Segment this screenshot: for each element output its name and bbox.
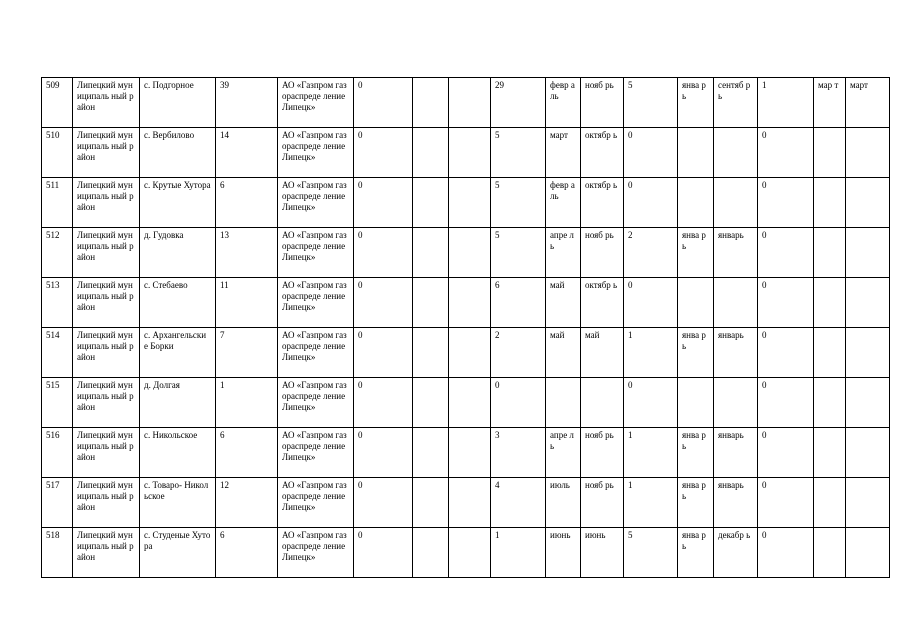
cell-col-9: 2 <box>491 328 546 378</box>
cell-organization: АО «Газпром газораспреде ление Липецк» <box>278 378 354 428</box>
data-table <box>41 77 890 578</box>
cell-month-end: май <box>581 328 624 378</box>
cell-month-end-2: январь <box>714 228 758 278</box>
cell-organization: АО «Газпром газораспреде ление Липецк» <box>278 478 354 528</box>
cell-col-16 <box>814 128 846 178</box>
cell-col-16 <box>814 228 846 278</box>
cell-month-start: июнь <box>546 528 581 578</box>
cell-col-9: 1 <box>491 528 546 578</box>
cell-count: 6 <box>216 528 278 578</box>
cell-col-12: 5 <box>624 528 678 578</box>
cell-col-7 <box>413 428 449 478</box>
table-row <box>42 228 890 278</box>
cell-col-15: 0 <box>758 128 814 178</box>
cell-month-start: февр аль <box>546 178 581 228</box>
cell-settlement: с. Стебаево <box>140 278 216 328</box>
cell-col-8 <box>449 78 491 128</box>
cell-col-7 <box>413 78 449 128</box>
cell-col-6: 0 <box>354 128 413 178</box>
cell-col-16 <box>814 278 846 328</box>
cell-col-9: 29 <box>491 78 546 128</box>
cell-col-9: 6 <box>491 278 546 328</box>
cell-col-8 <box>449 128 491 178</box>
cell-row-number: 515 <box>42 378 73 428</box>
cell-col-17 <box>846 378 890 428</box>
cell-count: 11 <box>216 278 278 328</box>
cell-col-7 <box>413 228 449 278</box>
table-row <box>42 178 890 228</box>
cell-col-17 <box>846 528 890 578</box>
cell-row-number: 512 <box>42 228 73 278</box>
cell-row-number: 514 <box>42 328 73 378</box>
cell-month-start-2 <box>678 278 714 328</box>
cell-district: Липецкий муниципаль ный район <box>73 78 140 128</box>
cell-col-17: март <box>846 78 890 128</box>
cell-count: 14 <box>216 128 278 178</box>
cell-month-start-2: янва рь <box>678 428 714 478</box>
cell-district: Липецкий муниципаль ный район <box>73 128 140 178</box>
cell-month-end-2: сентяб рь <box>714 78 758 128</box>
cell-month-end: июнь <box>581 528 624 578</box>
cell-col-8 <box>449 528 491 578</box>
cell-settlement: с. Подгорное <box>140 78 216 128</box>
cell-district: Липецкий муниципаль ный район <box>73 378 140 428</box>
cell-col-12: 1 <box>624 478 678 528</box>
cell-month-start: июль <box>546 478 581 528</box>
cell-count: 6 <box>216 428 278 478</box>
cell-organization: АО «Газпром газораспреде ление Липецк» <box>278 528 354 578</box>
cell-col-15: 0 <box>758 528 814 578</box>
cell-month-start-2 <box>678 128 714 178</box>
cell-col-9: 5 <box>491 228 546 278</box>
cell-row-number: 509 <box>42 78 73 128</box>
table-row <box>42 128 890 178</box>
table-row <box>42 428 890 478</box>
cell-month-end: октябр ь <box>581 278 624 328</box>
cell-month-end-2 <box>714 178 758 228</box>
cell-col-6: 0 <box>354 428 413 478</box>
cell-col-16 <box>814 528 846 578</box>
cell-col-16: мар т <box>814 78 846 128</box>
cell-organization: АО «Газпром газораспреде ление Липецк» <box>278 428 354 478</box>
cell-settlement: д. Долгая <box>140 378 216 428</box>
cell-col-6: 0 <box>354 528 413 578</box>
cell-col-7 <box>413 328 449 378</box>
cell-month-end-2 <box>714 128 758 178</box>
cell-col-7 <box>413 378 449 428</box>
cell-col-15: 0 <box>758 428 814 478</box>
cell-district: Липецкий муниципаль ный район <box>73 528 140 578</box>
cell-count: 13 <box>216 228 278 278</box>
cell-month-start: март <box>546 128 581 178</box>
cell-col-15: 0 <box>758 278 814 328</box>
cell-settlement: с. Архангельски е Борки <box>140 328 216 378</box>
cell-count: 7 <box>216 328 278 378</box>
cell-col-12: 5 <box>624 78 678 128</box>
cell-col-9: 0 <box>491 378 546 428</box>
cell-month-end-2: декабр ь <box>714 528 758 578</box>
cell-month-end: нояб рь <box>581 428 624 478</box>
cell-col-8 <box>449 478 491 528</box>
cell-settlement: с. Товаро- Никольское <box>140 478 216 528</box>
cell-month-start: май <box>546 328 581 378</box>
cell-settlement: с. Крутые Хутора <box>140 178 216 228</box>
cell-col-17 <box>846 478 890 528</box>
cell-col-12: 0 <box>624 128 678 178</box>
cell-col-8 <box>449 278 491 328</box>
cell-month-end-2 <box>714 378 758 428</box>
cell-col-15: 0 <box>758 378 814 428</box>
cell-col-9: 5 <box>491 178 546 228</box>
cell-month-start-2: янва рь <box>678 478 714 528</box>
cell-row-number: 511 <box>42 178 73 228</box>
cell-settlement: с. Никольское <box>140 428 216 478</box>
cell-col-6: 0 <box>354 78 413 128</box>
cell-col-8 <box>449 228 491 278</box>
table-row <box>42 278 890 328</box>
cell-col-15: 0 <box>758 478 814 528</box>
cell-row-number: 516 <box>42 428 73 478</box>
cell-month-end: нояб рь <box>581 228 624 278</box>
cell-month-start: май <box>546 278 581 328</box>
cell-col-15: 0 <box>758 328 814 378</box>
cell-col-12: 1 <box>624 428 678 478</box>
cell-month-end: октябр ь <box>581 178 624 228</box>
cell-settlement: д. Гудовка <box>140 228 216 278</box>
cell-district: Липецкий муниципаль ный район <box>73 478 140 528</box>
cell-col-15: 0 <box>758 178 814 228</box>
cell-month-start-2 <box>678 178 714 228</box>
cell-month-end-2: январь <box>714 478 758 528</box>
table-row <box>42 378 890 428</box>
cell-col-17 <box>846 328 890 378</box>
cell-row-number: 517 <box>42 478 73 528</box>
cell-col-16 <box>814 328 846 378</box>
cell-col-6: 0 <box>354 478 413 528</box>
table-row <box>42 78 890 128</box>
cell-col-12: 0 <box>624 378 678 428</box>
cell-col-12: 0 <box>624 178 678 228</box>
cell-col-7 <box>413 478 449 528</box>
cell-month-start-2: янва рь <box>678 228 714 278</box>
cell-col-12: 2 <box>624 228 678 278</box>
cell-col-7 <box>413 278 449 328</box>
cell-organization: АО «Газпром газораспреде ление Липецк» <box>278 228 354 278</box>
cell-row-number: 518 <box>42 528 73 578</box>
cell-col-12: 1 <box>624 328 678 378</box>
cell-col-8 <box>449 378 491 428</box>
cell-col-15: 1 <box>758 78 814 128</box>
cell-count: 6 <box>216 178 278 228</box>
cell-col-15: 0 <box>758 228 814 278</box>
cell-col-6: 0 <box>354 378 413 428</box>
cell-month-start-2: янва рь <box>678 528 714 578</box>
cell-col-9: 3 <box>491 428 546 478</box>
cell-month-start <box>546 378 581 428</box>
cell-district: Липецкий муниципаль ный район <box>73 278 140 328</box>
cell-row-number: 513 <box>42 278 73 328</box>
table-row <box>42 528 890 578</box>
cell-col-9: 5 <box>491 128 546 178</box>
cell-col-7 <box>413 128 449 178</box>
cell-settlement: с. Студеные Хутора <box>140 528 216 578</box>
cell-count: 12 <box>216 478 278 528</box>
cell-month-start-2: янва рь <box>678 328 714 378</box>
cell-month-end-2 <box>714 278 758 328</box>
cell-col-17 <box>846 128 890 178</box>
cell-organization: АО «Газпром газораспреде ление Липецк» <box>278 128 354 178</box>
cell-col-7 <box>413 528 449 578</box>
cell-settlement: с. Вербилово <box>140 128 216 178</box>
cell-col-8 <box>449 328 491 378</box>
cell-district: Липецкий муниципаль ный район <box>73 228 140 278</box>
table-body <box>42 78 890 578</box>
cell-col-8 <box>449 428 491 478</box>
cell-col-16 <box>814 178 846 228</box>
cell-month-start-2 <box>678 378 714 428</box>
cell-organization: АО «Газпром газораспреде ление Липецк» <box>278 278 354 328</box>
cell-col-6: 0 <box>354 328 413 378</box>
cell-district: Липецкий муниципаль ный район <box>73 328 140 378</box>
cell-organization: АО «Газпром газораспреде ление Липецк» <box>278 78 354 128</box>
cell-col-6: 0 <box>354 228 413 278</box>
cell-month-start-2: янва рь <box>678 78 714 128</box>
cell-month-start: апре ль <box>546 228 581 278</box>
cell-month-end-2: январь <box>714 328 758 378</box>
cell-col-6: 0 <box>354 278 413 328</box>
cell-row-number: 510 <box>42 128 73 178</box>
cell-month-end-2: январь <box>714 428 758 478</box>
cell-col-17 <box>846 178 890 228</box>
cell-col-17 <box>846 228 890 278</box>
table-row <box>42 478 890 528</box>
cell-month-end: нояб рь <box>581 478 624 528</box>
cell-col-16 <box>814 478 846 528</box>
cell-organization: АО «Газпром газораспреде ление Липецк» <box>278 328 354 378</box>
cell-col-6: 0 <box>354 178 413 228</box>
cell-month-end <box>581 378 624 428</box>
cell-col-17 <box>846 428 890 478</box>
cell-count: 39 <box>216 78 278 128</box>
cell-district: Липецкий муниципаль ный район <box>73 178 140 228</box>
table-row <box>42 328 890 378</box>
cell-col-16 <box>814 428 846 478</box>
cell-district: Липецкий муниципаль ный район <box>73 428 140 478</box>
cell-organization: АО «Газпром газораспреде ление Липецк» <box>278 178 354 228</box>
cell-month-start: апре ль <box>546 428 581 478</box>
cell-count: 1 <box>216 378 278 428</box>
cell-col-9: 4 <box>491 478 546 528</box>
cell-col-16 <box>814 378 846 428</box>
cell-month-start: февр аль <box>546 78 581 128</box>
cell-col-12: 0 <box>624 278 678 328</box>
cell-col-17 <box>846 278 890 328</box>
cell-col-8 <box>449 178 491 228</box>
cell-col-7 <box>413 178 449 228</box>
cell-month-end: октябр ь <box>581 128 624 178</box>
cell-month-end: нояб рь <box>581 78 624 128</box>
